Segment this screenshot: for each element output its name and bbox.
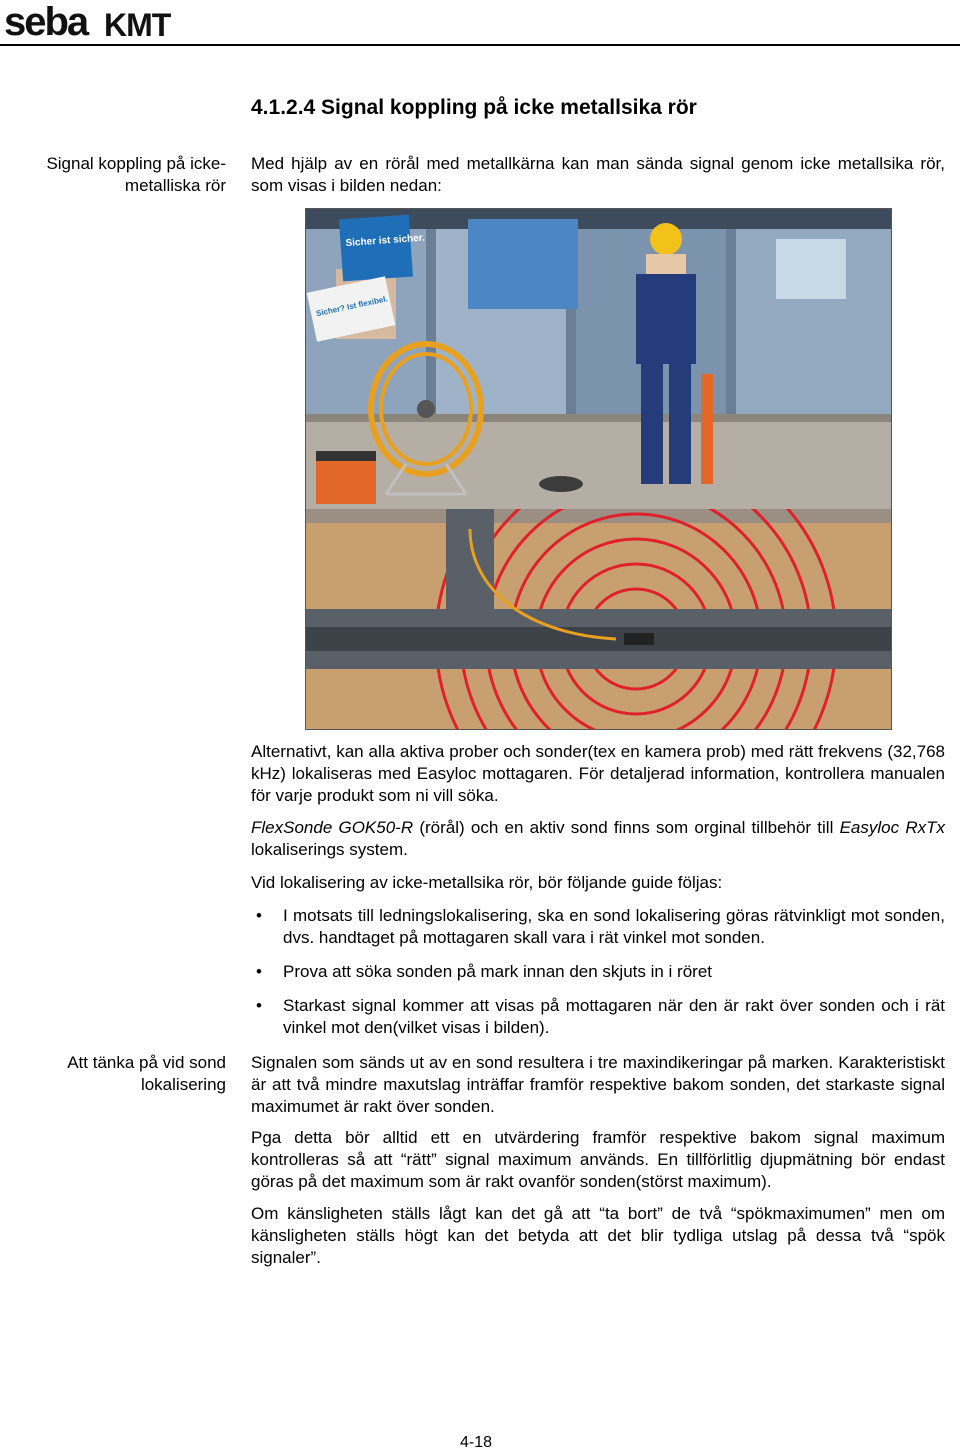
sensitivity-paragraph: Om känsligheten ställs lågt kan det gå att “ta bort” de två “spökmaximumen” men om känsligheten ställs högt kan det betyda att det blir tydliga utslag på dessa två “spök signaler”. [251, 1204, 945, 1267]
guide-list [251, 905, 945, 1051]
transmitter-box [316, 451, 376, 504]
illustration-svg [306, 209, 891, 729]
list-item: • Starkast signal kommer att visas på mottagaren när den är rakt över sonden och i rät vinkel mot den(vilket visas i bilden). [256, 996, 945, 1037]
guide-intro: Vid lokalisering av icke-metallsika rör, bör följande guide följas: [251, 873, 723, 892]
page-number: 4-18 [460, 1434, 493, 1451]
bullet-icon: • [256, 962, 262, 981]
logo-kmt-text: KMT [104, 7, 171, 43]
poster-sicher-text: Sicher ist sicher. [345, 232, 426, 250]
flexsonde-paragraph: FlexSonde GOK50-R (rörål) och en aktiv sond finns som orginal tillbehör till Easyloc RxTx lokaliserings system. [251, 818, 945, 859]
bullet-icon: • [256, 996, 262, 1015]
seba-kmt-logo [4, 2, 204, 44]
alternative-paragraph: Alternativt, kan alla aktiva prober och sonder(tex en kamera prob) med rätt frekvens (32,768 kHz) lokaliseras med Easyloc mottagaren. För detaljerad information, kontrollera manualen för varje produkt som ni vill söka. [251, 742, 945, 805]
easyloc-name: Easyloc RxTx [839, 818, 945, 837]
bullet-icon: • [256, 906, 262, 925]
margin-note-sonde-tips: Att tänka på vid sond lokalisering [67, 1053, 226, 1094]
list-item: • Prova att söka sonden på mark innan den skjuts in i röret [256, 962, 713, 981]
sonde-locating-illustration [305, 208, 892, 730]
section-title: 4.1.2.4 Signal koppling på icke metallsika rör [251, 96, 697, 119]
pga-paragraph: Pga detta bör alltid ett en utvärdering framför respektive bakom signal maximum kontrolleras så att “rätt” signal maximum används. En tillförlitlig djupmätning bör endast göras på det maximum som är rakt ovanför sonden(störst maximum). [251, 1128, 945, 1191]
signal-paragraph: Signalen som sänds ut av en sond resultera i tre maxindikeringar på marken. Karakteristiskt är att två mindre maxutslag inträffar framför respektive bakom sonden, det starkaste signal maximumet är rakt över sonden. [251, 1053, 945, 1116]
sonde-probe [624, 633, 654, 645]
logo-seba-text: seba [4, 2, 88, 44]
flexsonde-name: FlexSonde GOK50-R [251, 818, 414, 837]
header-rule [0, 44, 960, 46]
intro-paragraph: Med hjälp av en rörål med metallkärna kan man sända signal genom icke metallsika rör, som visas i bilden nedan: [251, 154, 945, 195]
poster-flexibel-text: Sicher? Ist flexibel. [315, 294, 389, 319]
margin-note-signal-coupling: Signal koppling på icke-metalliska rör [46, 154, 226, 195]
list-item: • I motsats till ledningslokalisering, ska en sond lokalisering göras rätvinkligt mot sonden, dvs. handtaget på mottagaren skall vara i rät vinkel mot sonden. [256, 906, 945, 947]
